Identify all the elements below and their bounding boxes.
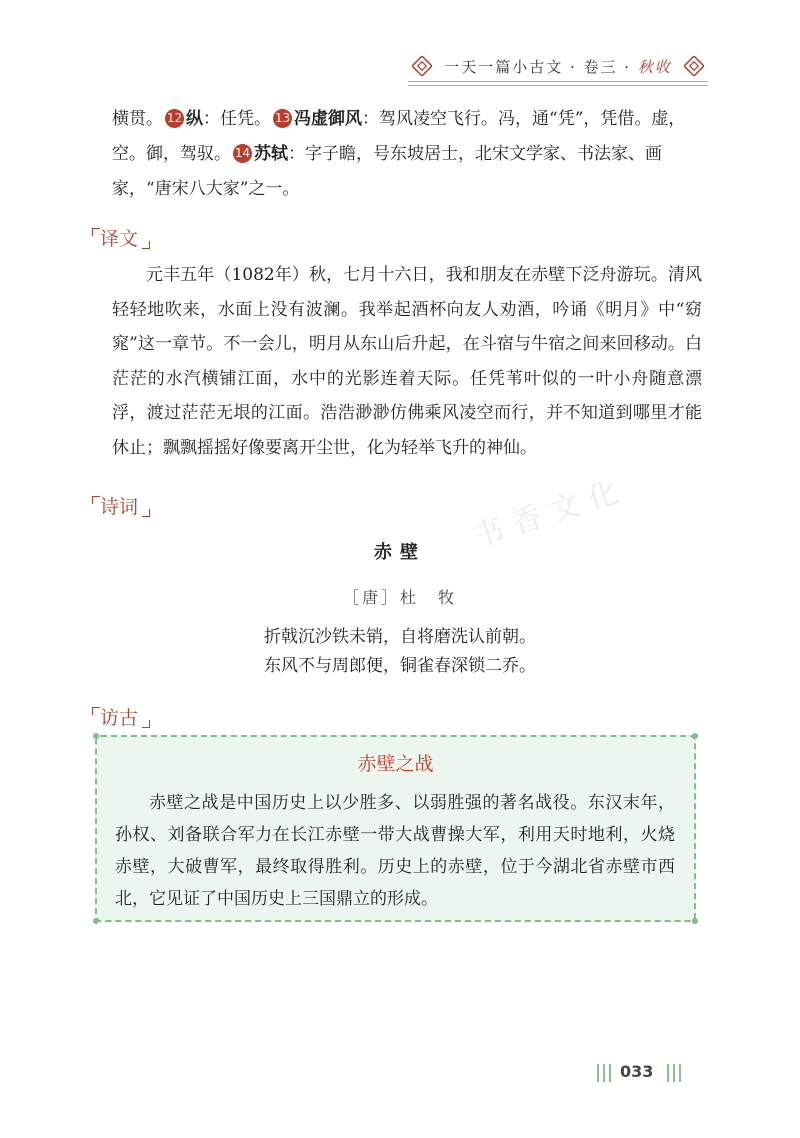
corner-dot <box>93 918 99 924</box>
corner-dot <box>93 733 99 739</box>
translation-text: 元丰五年（1082年）秋，七月十六日，我和朋友在赤壁下泛舟游玩。清风轻轻地吹来，水面上没有波澜。我举起酒杯向友人劝酒，吟诵《明月》中“窈窕”这一章节。不一会儿，明月从东山后升起，在斗宿与牛宿之间来回移动。白茫茫的水汽横铺江面，水中的光影连着天际。任凭苇叶似的一叶小舟随意漂浮，渡过茫茫无垠的江面。浩浩渺渺仿佛乘风凌空而行，并不知道到哪里才能休止；飘飘摇摇好像要离开尘世，化为轻举飞升的神仙。 <box>112 265 702 458</box>
history-box-title: 赤壁之战 <box>357 753 434 775</box>
watermark: 书香文化 <box>469 471 633 555</box>
note-definition-13-cont: 虚，空。御，驾驭。 <box>112 109 686 164</box>
ornament-icon <box>412 56 432 76</box>
header-title <box>436 56 680 77</box>
header-book-title: 一天一篇小古文 · 卷三 · <box>444 58 638 76</box>
header-rule <box>408 81 708 82</box>
note-number-14: 14 <box>233 144 252 163</box>
section-label-visit: 访古 <box>92 703 150 730</box>
page-number: 033 <box>620 1062 654 1081</box>
note-number-13: 13 <box>273 109 292 128</box>
history-box <box>95 735 696 922</box>
corner-dot <box>692 733 698 739</box>
page-number-bars-icon <box>594 1062 614 1084</box>
note-term-13: 冯虚御风 <box>294 109 362 129</box>
ornament-icon <box>684 56 704 76</box>
note-definition-14: ：字子瞻，号东坡居士，北宋文学家、书法家、画家，“唐宋八大家”之一。 <box>112 144 662 199</box>
header-volume-name: 秋收 <box>637 58 672 76</box>
page-number-bars-icon <box>664 1062 684 1084</box>
note-term-12: 纵 <box>186 109 203 129</box>
note-term-14: 苏轼 <box>254 144 288 164</box>
note-number-12: 12 <box>165 109 184 128</box>
note-definition-12: ：任凭。 <box>203 109 271 129</box>
annotation-notes <box>112 102 712 207</box>
history-box-text: 赤壁之战是中国历史上以少胜多、以弱胜强的著名战役。东汉末年，孙权、刘备联合军力在长江赤壁一带大战曹操大军，利用天时地利，火烧赤壁，大破曹军，最终取得胜利。历史上的赤壁，位于今湖北省赤壁市西北，它见证了中国历史上三国鼎立的形成。 <box>115 793 675 909</box>
corner-dot <box>692 918 698 924</box>
note-text: 横贯。 <box>112 109 163 129</box>
header-rule <box>408 85 708 86</box>
poem-line: 东风不与周郎便，铜雀春深锁二乔。 <box>264 656 536 676</box>
poem-title: 赤壁 <box>374 542 426 563</box>
note-definition-13: ：驾风凌空飞行。冯，通“凭”，凭借。 <box>362 109 652 129</box>
section-label-poetry: 诗词 <box>92 492 150 519</box>
poem-author: ［唐］杜 牧 <box>342 588 457 607</box>
section-label-translation: 译文 <box>92 224 150 251</box>
poem-line: 折戟沉沙铁未销，自将磨洗认前朝。 <box>264 627 536 647</box>
running-header <box>408 50 708 94</box>
